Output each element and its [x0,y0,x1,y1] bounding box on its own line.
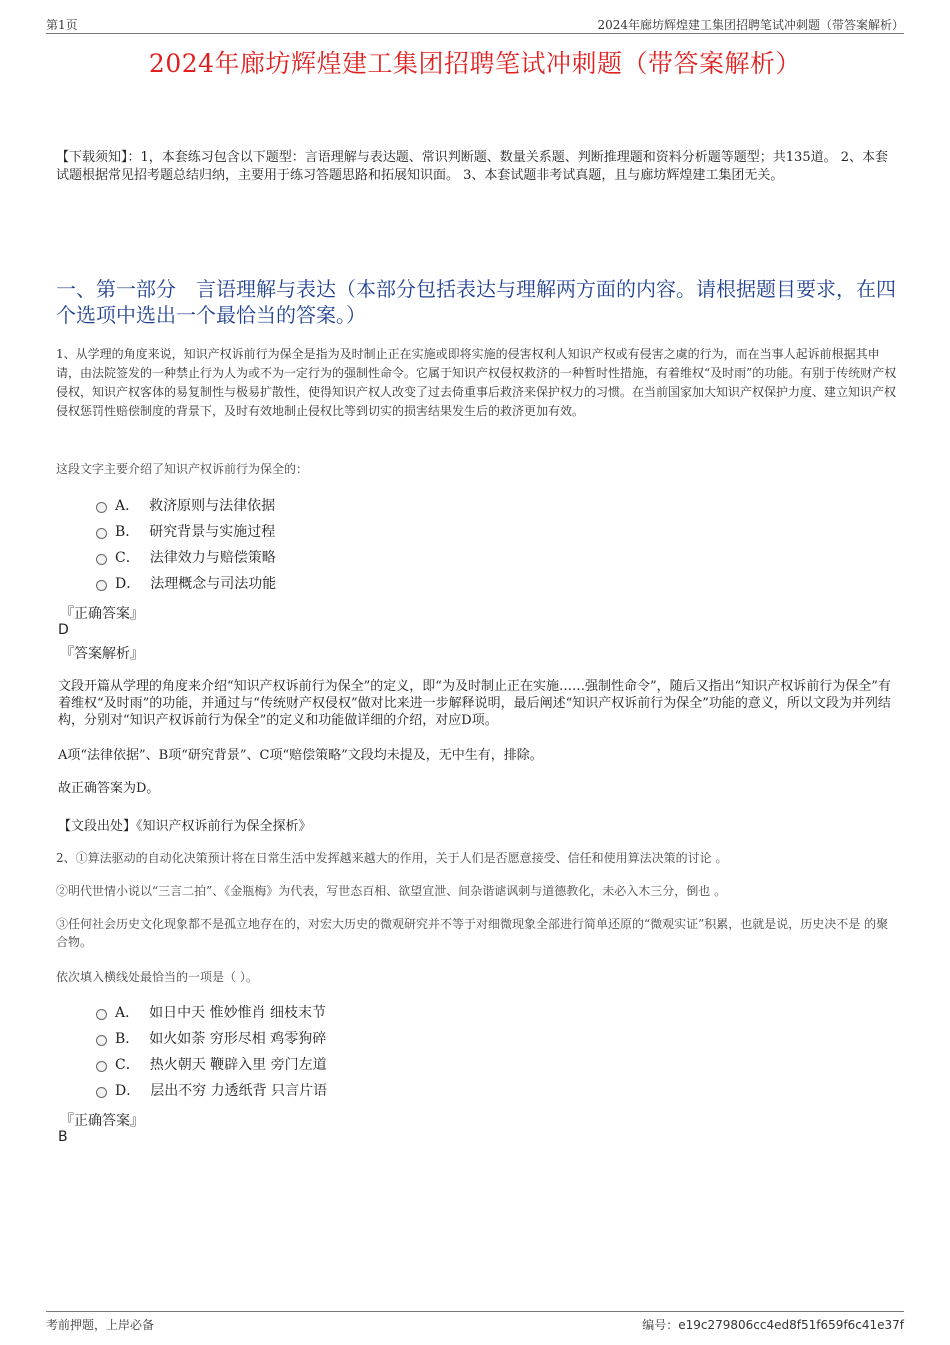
text-source: 【文段出处】《知识产权诉前行为保全探析》 [58,819,312,834]
radio-icon[interactable] [96,554,107,565]
footer-serial: 编号：e19c279806cc4ed8f51f659f6c41e37f [642,1318,904,1332]
question-1-text: 1、从学理的角度来说，知识产权诉前行为保全是指为及时制止正在实施或即将实施的侵害权利人知识产权或有侵害之虞的行为，而在当事人起诉前根据其申请，由法院签发的一种禁止行为人为或不为一定行为的强制性命令。它属于知识产权侵权救济的一种暂时性措施，有着维权“及时雨”的功能。有别于传统财产权侵权，知识产权客体的易复制性与极易扩散性，使得知识产权人改变了过去倚重事后救济来保护权力的习惯。在当前国家加大知识产权保护力度、建立知识产权侵权惩罚性赔偿制度的背景下，及时有效地制止侵权比等到切实的损害结果发生后的救济更加有效。 [56,347,897,418]
question-2-options [96,999,327,1103]
footer-slogan: 考前押题，上岸必备 [46,1318,155,1332]
analysis-paragraph-2: A项“法律依据”、B项“研究背景”、C项“赔偿策略”文段均未提及，无中生有，排除。 [58,748,543,763]
page-number: 第1页 [46,18,78,32]
page-header [46,14,904,34]
radio-icon[interactable] [96,1009,107,1020]
question-1-stem: 这段文字主要介绍了知识产权诉前行为保全的： [56,462,309,476]
correct-answer-label: 『正确答案』 [60,1113,144,1129]
document-title: 2024年廊坊辉煌建工集团招聘笔试冲刺题（带答案解析） [148,49,802,78]
radio-icon[interactable] [96,580,107,591]
option-c[interactable]: C． 法律效力与赔偿策略 [96,544,276,570]
section-heading: 一、第一部分 言语理解与表达（本部分包括表达与理解两方面的内容。请根据题目要求，在四个选项中选出一个最恰当的答案。） [56,277,896,327]
header-title: 2024年廊坊辉煌建工集团招聘笔试冲刺题（带答案解析） [597,18,904,32]
question-2-sentence-3: ③任何社会历史文化现象都不是孤立地存在的，对宏大历史的微观研究并不等于对细微现象全部进行简单还原的“微观实证”积累，也就是说，历史决不是 的聚合物。 [56,917,889,949]
radio-icon[interactable] [96,1061,107,1072]
correct-answer: B [58,1129,68,1145]
radio-icon[interactable] [96,1035,107,1046]
option-c[interactable]: C． 热火朝天 鞭辟入里 旁门左道 [96,1051,327,1077]
option-text: 如火如荼 穷形尽相 鸡零狗碎 [149,1031,327,1047]
option-d[interactable]: D． 法理概念与司法功能 [96,570,276,596]
option-text: 层出不穷 力透纸背 只言片语 [150,1083,328,1099]
option-text: 法理概念与司法功能 [150,576,277,592]
option-text: 研究背景与实施过程 [149,524,276,540]
question-1-options [96,492,276,596]
analysis-label: 『答案解析』 [60,646,144,662]
question-2-stem: 依次填入横线处最恰当的一项是（ ）。 [56,970,258,984]
analysis-paragraph-1: 文段开篇从学理的角度来介绍“知识产权诉前行为保全”的定义，即“为及时制止正在实施……强制性命令”，随后又指出“知识产权诉前行为保全”有着维权“及时雨”的功能，并通过与“传统财产权侵权”做对比来进一步解释说明，最后阐述“知识产权诉前行为保全”功能的意义，所以文段为并列结构，分别对“知识产权诉前行为保全”的定义和功能做详细的介绍，对应D项。 [58,679,891,728]
correct-answer: D [58,622,69,638]
option-a[interactable]: A． 如日中天 惟妙惟肖 细枝末节 [96,999,327,1025]
question-2-sentence-2: ②明代世情小说以“三言二拍”、《金瓶梅》为代表，写世态百相、欲望宣泄、间杂谐谑讽刺与道德教化，未必入木三分，倒也 。 [56,884,727,898]
option-d[interactable]: D． 层出不穷 力透纸背 只言片语 [96,1077,327,1103]
page-footer [46,1311,904,1333]
question-2-sentence-1: 2、①算法驱动的自动化决策预计将在日常生活中发挥越来越大的作用，关于人们是否愿意接受、信任和使用算法决策的讨论 。 [56,851,728,865]
radio-icon[interactable] [96,502,107,513]
option-text: 热火朝天 鞭辟入里 旁门左道 [149,1057,327,1073]
option-text: 法律效力与赔偿策略 [149,550,276,566]
radio-icon[interactable] [96,1087,107,1098]
option-b[interactable]: B． 研究背景与实施过程 [96,518,276,544]
correct-answer-label: 『正确答案』 [60,606,144,622]
option-a[interactable]: A． 救济原则与法律依据 [96,492,276,518]
option-b[interactable]: B． 如火如荼 穷形尽相 鸡零狗碎 [96,1025,327,1051]
radio-icon[interactable] [96,528,107,539]
option-text: 救济原则与法律依据 [149,498,276,514]
download-notice: 【下载须知】：1，本套练习包含以下题型：言语理解与表达题、常识判断题、数量关系题、判断推理题和资料分析题等题型；共135道。 2、本套试题根据常见招考题总结归纳，主要用于练习答题思路和拓展知识面。 3、本套试题非考试真题，且与廊坊辉煌建工集团无关。 [56,150,888,183]
option-text: 如日中天 惟妙惟肖 细枝末节 [149,1005,327,1021]
analysis-paragraph-3: 故正确答案为D。 [58,781,160,796]
